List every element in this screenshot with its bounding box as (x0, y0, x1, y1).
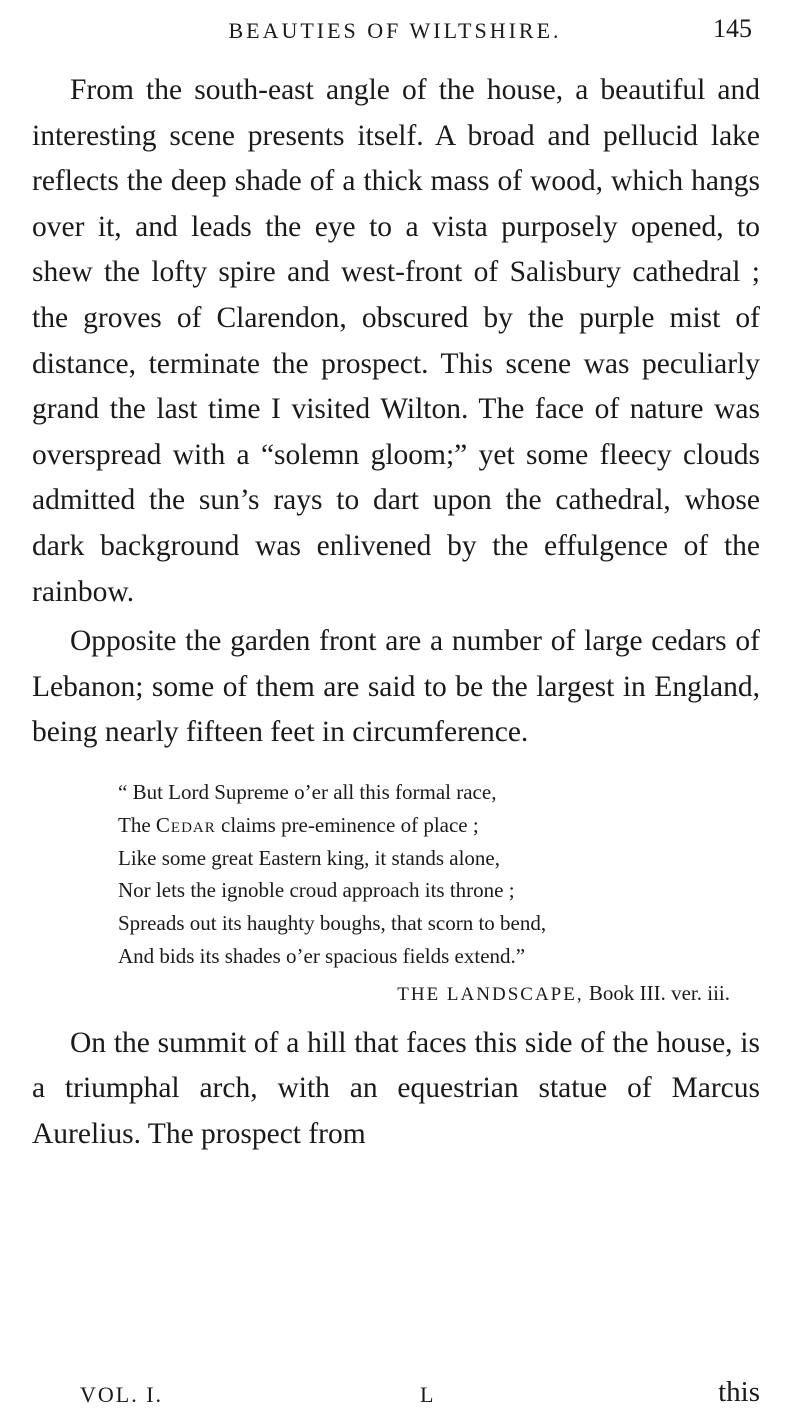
verse-line-text: claims pre-eminence of place ; (215, 812, 479, 837)
catchword: this (718, 1376, 760, 1408)
verse-line: And bids its shades o’er spacious fields extend.” (118, 943, 526, 968)
verse-line: Like some great Eastern king, it stands alone, (118, 845, 500, 870)
volume-signature: VOL. I. (80, 1382, 164, 1407)
page-number: 145 (713, 14, 752, 43)
page-footer (30, 1376, 760, 1416)
verse-line: Spreads out its haughty boughs, that scorn to bend, (118, 911, 547, 936)
paragraph-triumphal-arch: On the summit of a hill that faces this side of the house, is a triumphal arch, with an equestrian statue of Marcus Aurelius. The prospect from (32, 1026, 760, 1150)
verse-citation (32, 977, 730, 1011)
verse-line: Nor lets the ignoble croud approach its throne ; (118, 878, 515, 903)
verse-line: “ But Lord Supreme o’er all this formal race, (118, 779, 497, 804)
paragraph-south-east-scene: From the south-east angle of the house, a beautiful and interesting scene presents itself. A broad and pellucid lake reflects the deep shade of a thick mass of wood, which hangs over it, and leads the eye to a vista purposely opened, to shew the lofty spire and west-front of Salisbury cathedral ; the groves of Clarendon, obscured by the purple mist of distance, terminate the prospect. This scene was peculiarly grand the last time I visited Wilton. The face of nature was overspread with a “solemn gloom;” yet some fleecy clouds admitted the sun’s rays to dart upon the cathedral, whose dark background was enlivened by the effulgence of the rainbow. (32, 74, 760, 608)
verse-quotation (118, 776, 760, 973)
running-head (30, 12, 760, 48)
running-title: BEAUTIES OF WILTSHIRE. (228, 18, 562, 43)
citation-title: THE LANDSCAPE, (397, 983, 584, 1005)
paragraph-cedars: Opposite the garden front are a number of large cedars of Lebanon; some of them are said to be the largest in England, being nearly fifteen feet in circumference. (32, 625, 760, 749)
verse-line-text: The (118, 812, 156, 837)
citation-reference: Book III. ver. iii. (583, 980, 730, 1005)
verse-line (118, 809, 760, 842)
signature-mark: L (420, 1382, 434, 1407)
body-text (32, 68, 760, 1157)
verse-smallcaps-word: Cedar (155, 812, 216, 837)
